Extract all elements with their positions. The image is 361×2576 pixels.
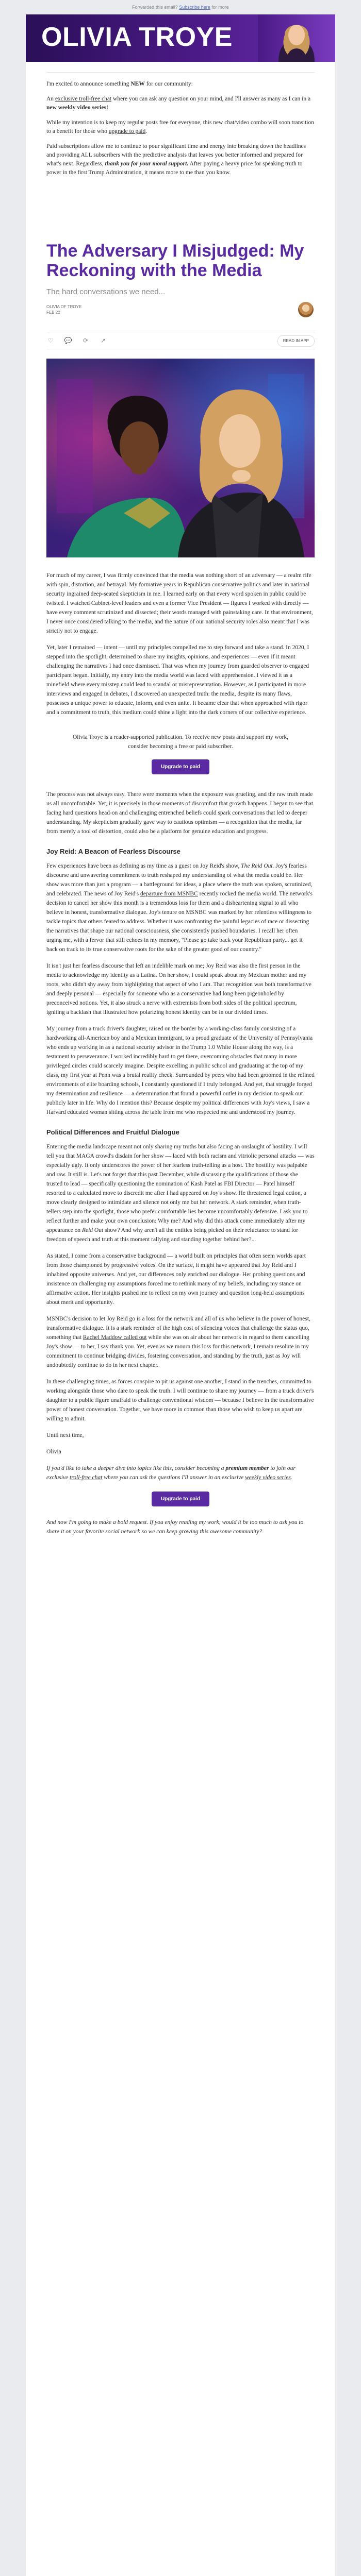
header-banner: [26, 14, 335, 62]
announcement-intro: I'm excited to announce something NEW for our community:: [46, 81, 193, 87]
upgrade-to-paid-button-2[interactable]: Upgrade to paid: [152, 1492, 209, 1506]
post-date: FEB 22: [46, 310, 60, 315]
hero-photo: [46, 359, 315, 557]
comment-icon[interactable]: 💬: [64, 337, 72, 344]
article-paragraph: MSNBC's decision to let Joy Reid go is a loss for the network and all of us who believe in the power of honest, transformative dialogue. It is a stark reminder of the high cost of silencing voices that challenge the status quo, something that Rachel Maddow called out while she was on air about her network in regard to them cancelling Joy's show — to her, I say thank you. Yet, even as we mourn this loss for this network, I remain resolute in my commitment to continue bridging divides, fostering conversation, and standing by the truth, just as Joy will undoubtedly continue to do in her next chapter.: [46, 1316, 310, 1368]
announcement-transition: While my intention is to keep my regular posts free for everyone, this new chat/video combo will soon transition to a benefit for those who upgrade to paid.: [46, 120, 314, 134]
article-paragraph: Few experiences have been as defining as my time as a guest on Joy Reid's show, The Reid Out. Joy's fearless discourse and unwavering commitment to truth reshaped my understanding of what the media could be. Her show was more than just a program — a battleground for ideas, a place where the truth was spoken, scrutinized, and celebrated. The news of Joy Reid's departure from MSNBC recently rocked the media world. The network's decision to cancel her show this month is a tremendous loss for them and a disheartening signal to all who believe in honest, transformative dialogue. Joy's tenure on MSNBC was marked by her relentless willingness to tackle topics that others feared to address. Whether it was confronting the painful legacies of race or dissecting the narratives that shape our national consciousness, she consistently pushed boundaries. I recall her often urging me, with a fervor that still echoes in my memory, "Please go take back your Republican party... get it back on track to its true conservative roots for the sake of the greater good of our country.": [46, 863, 313, 953]
section-heading: Joy Reid: A Beacon of Fearless Discourse: [46, 848, 180, 855]
upgrade-to-paid-link[interactable]: upgrade to paid: [108, 128, 146, 134]
section-heading: Political Differences and Fruitful Dialogue: [46, 1128, 179, 1136]
announcement-paid: Paid subscriptions allow me to continue to pour significant time and energy into breaking down the headlines and providing ALL subscribers with the predictive analysis that leaves you better informed and prepared for what's next. Regardless, thank you for your moral support. After paying a heavy price for speaking truth to power in the first Trump Administration, it means more to me than you know.: [46, 143, 306, 176]
article-paragraph: In these challenging times, as forces conspire to pit us against one another, I stand in the trenches, committed to working alongside those who dare to speak the truth. I will continue to share my journey — from a truck driver's daughter to a public figure unafraid to challenge conventional wisdom — because I believe in the transformative power of honest conversation. Together, we have more in common than those who wish to keep us apart are willing to admit.: [46, 1379, 314, 1422]
author-name[interactable]: OLIVIA OF TROYE: [46, 304, 82, 309]
share-icon[interactable]: ↗: [100, 337, 106, 344]
read-in-app-button[interactable]: READ IN APP: [277, 335, 315, 347]
troll-free-chat-link-2[interactable]: troll-free chat: [70, 1475, 103, 1481]
announcement-box: [46, 72, 315, 185]
article-paragraph: Entering the media landscape meant not only sharing my truths but also facing an onslaught of hostility. I will tell you that MAGA crowd's disdain for her show — laced with both racism and vitriolic personal attacks — was especially ugly. It only underscores the power of her fearless truth-telling as a host. The hostility was palpable and raw. It still is. Let's not forget that this past December, while discussing the qualifications of those she trusted to lead — specifically questioning the nomination of Kash Patel as FBI Director — Patel himself resorted to a calculated move to discredit me after I had appeared on Joy's show. He threatened legal action, a move clearly designed to intimidate and silence not only me but her network. A stark reminder, when truth-tellers step into the spotlight, those who prefer comfortable lies become uncomfortably defensive. I ask you to reflect further and make your own conclusion: Why me? And why did this attack come immediately after my appearance on Reid Out show? And why aren't all the entities being picked on their reluctance to stand for freedom of speech and truth at this moment rallying and standing together behind her?...: [46, 1144, 315, 1243]
troll-free-chat-link[interactable]: exclusive troll-free chat: [55, 96, 112, 102]
weekly-video-link[interactable]: weekly video series: [245, 1475, 291, 1481]
sign-off: Until next time,: [46, 1432, 84, 1438]
heart-icon[interactable]: ♡: [47, 337, 54, 344]
signature: Olivia: [46, 1449, 61, 1455]
promo-text: Olivia Troye is a reader-supported publication. To receive new posts and support my work, consider becoming a free or paid subscriber.: [72, 734, 289, 750]
avatar[interactable]: [298, 302, 314, 317]
author-portrait-image: [258, 14, 335, 62]
post-subtitle: The hard conversations we need...: [46, 287, 166, 296]
article-paragraph: Yet, later I remained — intent — until my principles compelled me to step forward and take a stand. In 2020, I stepped into the spotlight, determined to share my insights, opinions, and experiences — even if it meant challenging the narratives I had once dismissed. That was when my journey from guarded observer to engaged participant began. Initially, my entry into the media world was laced with apprehension. I viewed it as a minefield where every misstep could lead to scandal or misrepresentation. However, as I participated in more interviews and engaged in debates, I discovered an unexpected truth: the media, despite its many flaws, possesses a unique power to educate, inform, and even unite. It became clear that when approached with rigor and a commitment to truth, this medium could shine a light into the dark corners of our collective experience.: [46, 645, 309, 716]
departure-link[interactable]: departure from MSNBC: [140, 891, 198, 897]
announcement-chat: An exclusive troll-free chat where you can ask any question on your mind, and I'll answer as many as I can in a new weekly video series!: [46, 96, 311, 111]
brand-logo[interactable]: OLIVIA TROYE: [41, 22, 233, 52]
article-paragraph: It isn't just her fearless discourse that left an indelible mark on me; Joy Reid was also the first person in the media to acknowledge my identity as a Latina. On her show, I could speak about my Mexican mother and my roots, who didn't shy away from highlighting that aspect of who I am. That recognition was both transformative and deeply personal — especially for someone who as a conservative had long been pigeonholed by preconceived notions. Yet, it also struck a nerve with extremists from both sides of the political spectrum, igniting a backlash that illustrated how polarizing honest identity can be in our divided times.: [46, 963, 311, 1015]
post-action-row: [46, 332, 315, 349]
subscribe-link[interactable]: Subscribe here: [179, 5, 210, 10]
forwarded-prefix: Forwarded this email?: [132, 5, 178, 10]
subscribe-promo: [67, 733, 294, 774]
ps-premium: If you'd like to take a deeper dive into topics like this, consider becoming a premium member to join our exclusive troll-free chat where you can ask the questions I'll answer in an exclusive weekly video series.: [46, 1465, 296, 1481]
maddow-link[interactable]: Rachel Maddow called out: [83, 1334, 147, 1341]
article-paragraph: My journey from a truck driver's daughter, raised on the border by a working-class family consisting of a hardworking all-American boy and a Mexican immigrant, to a proud graduate of the University of Pennsylvania who ends up working in as a national security advisor in the Trump 1.0 White House along the way, is a testament to perseverance. I worked incredibly hard to get there, overcoming obstacles that many in more privileged circles could scarcely imagine. Despite excelling in public school and graduating at the top of my class, my first year at Penn was a brutal reality check. Surrounded by peers who had been groomed in the refined environments of elite boarding schools, I constantly questioned if I truly belonged. And yet, that struggle forged my determination and resilience — a determination that found a powerful outlet in my decision to speak out publicly later in life. Why do I mention this? Because despite my political differences with Joy's views, I saw a Harvard educated woman sitting across the table from me who respected me and understood my journey.: [46, 1026, 315, 1115]
author-meta: [46, 304, 81, 315]
post-title[interactable]: The Adversary I Misjudged: My Reckoning with the Media: [46, 241, 304, 280]
ps-share: And now I'm going to make a bold request. If you enjoy reading my work, would it be too much to ask you to share it on your favorite social network so we can keep growing this awesome community?: [46, 1519, 304, 1535]
forwarded-suffix: for more: [211, 5, 229, 10]
article-paragraph: The process was not always easy. There were moments when the exposure was grueling, and the raw truth made us all uncomfortable. Yet, it is precisely in those moments of discomfort that growth happens. I began to see that facing hard questions head-on and challenging entrenched beliefs could spark conversations that led to deeper understanding. My skepticism gradually gave way to cautious optimism — a recognition that the media, far from merely a tool of distortion, could also be a platform for genuine education and progress.: [46, 791, 314, 835]
article-paragraph: As stated, I come from a conservative background — a world built on principles that often seem worlds apart from those championed by progressive voices. On the surface, it might have appeared that Joy Reid and I inhabited opposite universes. And yet, our differences only enriched our dialogue. Her probing questions and insistence on challenging my assumptions forced me to rethink many of my beliefs, including my stance on affirmative action. Her insights pushed me to reflect on my own journey and question long-held assumptions about merit and opportunity.: [46, 1253, 306, 1306]
article-body: [46, 571, 315, 1544]
article-paragraph: For much of my career, I was firmly convinced that the media was nothing short of an adversary — a realm rife with spin, distortion, and betrayal. My formative years in Republican conservative politics and later in national security ingrained deep-seated skepticism in me. I learned early on that every word spoken in public could be twisted. I watched Cabinet-level leaders and even a former Vice President — figures I worked with directly — have every comment scrutinized and dissected; their words managed with painstaking care. In that environment, I never once considered talking to the media, and the nature of our national security roles also meant that I was strictly not to engage.: [46, 572, 313, 634]
restack-icon[interactable]: ⟳: [83, 337, 89, 344]
upgrade-to-paid-button[interactable]: Upgrade to paid: [152, 759, 209, 774]
upgrade-row-2: [46, 1492, 315, 1506]
forwarded-bar: [0, 0, 361, 14]
email-card: [26, 14, 335, 2576]
